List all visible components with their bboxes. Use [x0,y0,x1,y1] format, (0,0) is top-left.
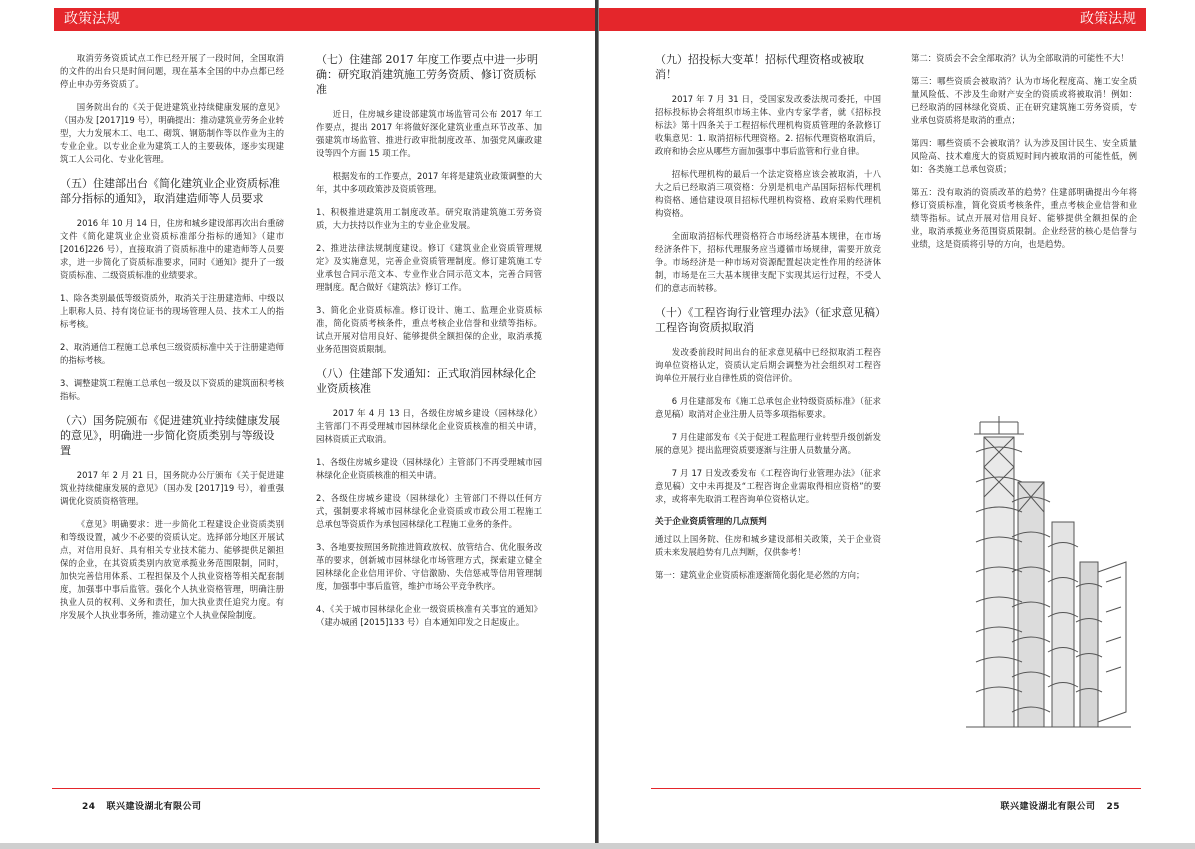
right-header-band [599,8,1146,31]
list-item: 2、各级住房城乡建设（园林绿化）主管部门不得以任何方式，强制要求将城市园林绿化企业资质或市政公用工程施工总承包等资质作为承包园林绿化工程施工业务的条件。 [316,493,542,529]
right-page-column-2 [911,52,1137,261]
section-heading-8: （八）住建部下发通知：正式取消园林绿化企业资质核准 [316,367,536,395]
paragraph: 第三：哪些资质会被取消？认为市场化程度高、施工安全质量风险低、不涉及生命财产安全的资质或将被取消！例如：已经取消的园林绿化资质、正在研究建筑施工劳务资质，专业承包资质将是取消的重点； [911,76,1137,125]
paragraph: 第二：资质会不会全部取消？认为全部取消的可能性不大！ [911,53,1129,63]
paragraph: 《意见》明确要求：进一步简化工程建设企业资质类别和等级设置，减少不必要的资质认定。选择部分地区开展试点，对信用良好、具有相关专业技术能力、能够提供足额担保的企业，在其资质类别内放宽承揽业务范围限制，同时，加快完善信用体系、工程担保及个人执业资格等相关配套制度，加强事中事后监管。强化个人执业资格管理，明确注册执业人员的权利、义务和责任，加大执业责任追究力度。有序发展个人执业事务所，推动建立个人执业保险制度。 [60,519,284,620]
right-footer-company: 联兴建设湖北有限公司 [1000,802,1096,812]
paragraph: 第一：建筑业企业资质标准逐渐简化弱化是必然的方向； [655,570,865,580]
left-page-column-2 [316,52,542,639]
right-page-number: 25 [1106,802,1120,812]
paragraph: 第五：没有取消的资质改革的趋势？住建部明确提出今年将修订资质标准，简化资质考核条件，重点考核企业信誉和业绩等指标。试点开展对信用良好、能够提供全额担保的企业，取消承揽业务范围资质限制。企业经营的核心是信誉与业绩，这是资质将引导的方向，也是趋势。 [911,187,1137,249]
paragraph: 2017 年 4 月 13 日，各级住房城乡建设（园林绿化）主管部门不再受理城市园林绿化企业资质核准的相关申请，园林资质正式取消。 [316,408,542,444]
prediction-heading: 关于企业资质管理的几点预判 [655,517,767,527]
paragraph: 国务院出台的《关于促进建筑业持续健康发展的意见》（国办发 [2017]19 号），明确提出：推动建筑业劳务企业转型，大力发展木工、电工、砌筑、钢筋制作等以作业为主的专业企业。以专业企业为建筑工人的主要载体，逐步实现建筑工人公司化、专业化管理。 [60,102,284,164]
list-item: 3、调整建筑工程施工总承包一级及以下资质的建筑面积考核指标。 [60,378,284,401]
list-item: 1、各级住房城乡建设（园林绿化）主管部门不再受理城市园林绿化企业资质核准的相关申请。 [316,457,542,480]
right-page-column-1 [655,52,881,592]
paragraph: 近日，住房城乡建设部建筑市场监管司公布 2017 年工作要点，提出 2017 年将做好深化建筑业重点环节改革、加强建筑市场监管、推进行政审批制度改革、加强党风廉政建设等四个方面 15 项工作。 [316,109,542,158]
list-item: 2、取消通信工程施工总承包三级资质标准中关于注册建造师的指标考核。 [60,342,284,365]
paragraph: 2016 年 10 月 14 日，住房和城乡建设部再次出台重磅文件《简化建筑业企业资质标准部分指标的通知》（建市 [2016]226 号），直接取消了资质标准中的建造师等人员要求，进一步简化了资质标准要求，同时《通知》提升了一级资质标准、二级资质标准的业绩要求。 [60,218,284,280]
paragraph: 招标代理机构的最后一个法定资格应该会被取消，十八大之后已经取消三项资格：分别是机电产品国际招标代理机构资格、通信建设项目招标代理机构资格、政府采购代理机构资格。 [655,169,881,218]
section-heading-9: （九）招投标大变革！招标代理资格或被取消！ [655,53,864,81]
left-footer [82,799,201,812]
paragraph: 2017 年 7 月 31 日，受国家发改委法规司委托，中国招标投标协会将组织市场主体、业内专家学者，就《招标投标法》第十四条关于工程招标代理机构资质管理的条款修订收集意见：1. 取消招标代理资格。2. 招标代理资格取消后，政府和协会应从哪些方面加强事中事后监管和行业自律。 [655,94,881,156]
right-page [598,0,1195,843]
list-item: 2、推进法律法规制度建设。修订《建筑业企业资质管理规定》及实施意见，完善企业资质管理制度。修订建筑施工专业承包合同示范文本、专业作业合同示范文本，完善合同管理制度。配合做好《建筑法》修订工作。 [316,243,542,292]
paragraph: 取消劳务资质试点工作已经开展了一段时间，全国取消的文件的出台只是时间问题，现在基本全国的中办点都已经停止申办劳务资质了。 [60,53,284,89]
list-item: 3、各地要按照国务院推进简政放权、放管结合、优化服务改革的要求，创新城市园林绿化市场管理方式，探索建立健全园林绿化企业信用评价、守信激励、失信惩戒等信用管理制度，加强事中事后监管，维护市场公平竞争秩序。 [316,542,542,591]
paragraph: 第四：哪些资质不会被取消？认为涉及国计民生、安全质量风险高、技术难度大的资质短时间内被取消的可能性低，例如：各类施工总承包资质； [911,138,1137,174]
list-item: 1、除各类别最低等级资质外，取消关于注册建造师、中级以上职称人员、持有岗位证书的现场管理人员、技术工人的指标考核。 [60,293,284,329]
list-item: 4、《关于城市园林绿化企业一级资质核准有关事宜的通知》（建办城函 [2015]133 号）自本通知印发之日起废止。 [316,604,542,627]
paragraph: 7 月住建部发布《关于促进工程监理行业转型升级创新发展的意见》提出监理资质要逐渐与注册人员数量分离。 [655,432,881,455]
list-item: 3、简化企业资质标准。修订设计、施工、监理企业资质标准，简化资质考核条件，重点考核企业信誉和业绩等指标。试点开展对信用良好、能够提供全额担保的企业，取消承揽业务范围资质限制。 [316,305,542,354]
paragraph: 6 月住建部发布《施工总承包企业特级资质标准》（征求意见稿）取消对企业注册人员等多项指标要求。 [655,396,881,419]
section-heading-7: （七）住建部 2017 年度工作要点中进一步明确：研究取消建筑施工劳务资质、修订资质标准 [316,53,538,96]
left-page-number: 24 [82,802,96,812]
left-header-title: 政策法规 [64,11,120,27]
list-item: 1、积极推进建筑用工制度改革。研究取消建筑施工劳务资质，大力扶持以作业为主的专业企业发展。 [316,207,542,230]
left-page [0,0,596,843]
paragraph: 7 月 17 日发改委发布《工程咨询行业管理办法》（征求意见稿）文中未再提及“工程咨询企业需取得相应资格”的要求，或将率先取消工程咨询单位资格认定。 [655,468,881,504]
paragraph: 2017 年 2 月 21 日，国务院办公厅颁布《关于促进建筑业持续健康发展的意见》（国办发 [2017]19 号），着重强调优化资质资格管理。 [60,470,284,506]
paragraph: 全面取消招标代理资格符合市场经济基本规律，在市场经济条件下，招标代理服务应当遵循市场规律，需要开放竞争。市场经济是一种市场对资源配置起决定性作用的经济体制，市场是在三大基本规律支配下实现其运行过程，不受人们的意志而转移。 [655,231,881,293]
section-heading-10: （十）《工程咨询行业管理办法》（征求意见稿）工程咨询资质拟取消 [655,306,881,334]
paragraph: 根据发布的工作要点，2017 年将是建筑业政策调整的大年，其中多项政策涉及资质管理。 [316,171,542,194]
left-page-column-1 [60,52,284,632]
section-heading-6: （六）国务院颁布《促进建筑业持续健康发展的意见》，明确进一步简化资质类别与等级设置 [60,414,280,457]
right-footer-rule [651,788,1141,789]
paragraph: 通过以上国务院、住房和城乡建设部相关政策，关于企业资质未来发展趋势有几点判断，仅供参考！ [655,534,881,557]
paragraph: 发改委前段时间出台的征求意见稿中已经拟取消工程咨询单位资格认定，资质认定后期会调整为社会组织对工程咨询单位开展行业自律性质的资信评价。 [655,347,881,383]
left-header-band [54,8,595,31]
right-header-title: 政策法规 [1080,11,1136,27]
right-footer [1001,799,1120,812]
left-footer-rule [52,788,540,789]
tower-illustration [966,412,1131,732]
left-footer-company: 联兴建设湖北有限公司 [106,802,202,812]
section-heading-5: （五）住建部出台《简化建筑业企业资质标准部分指标的通知》，取消建造师等人员要求 [60,177,280,205]
